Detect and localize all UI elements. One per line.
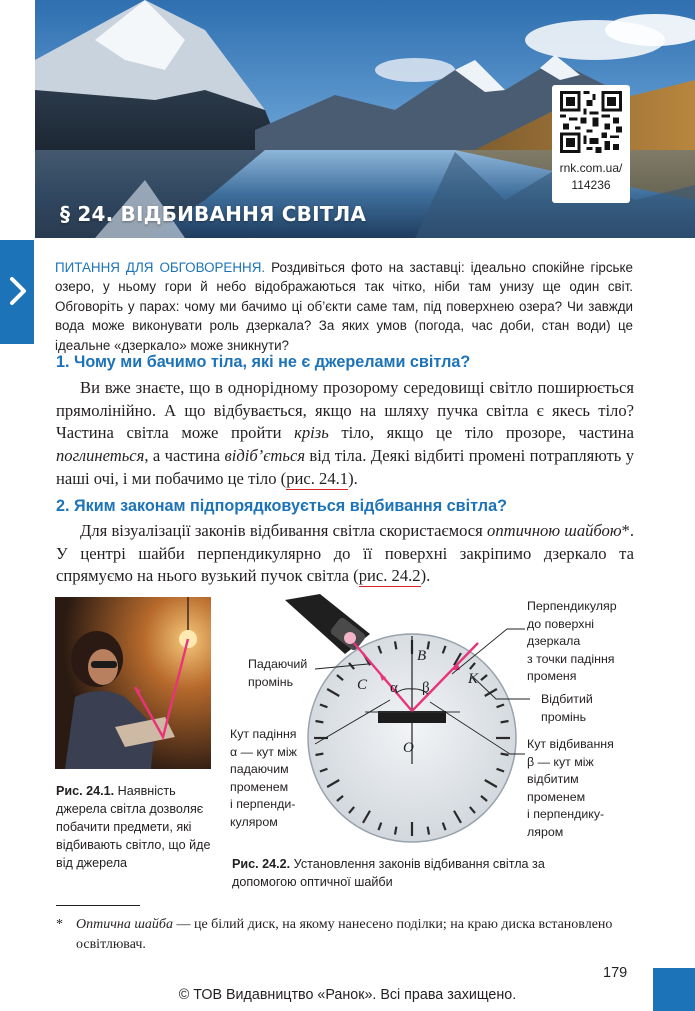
figure-24-2-caption	[232, 855, 612, 891]
side-tab	[0, 240, 34, 344]
emphasis: відіб’ється	[224, 446, 306, 466]
reflected-ray-label: Відбитий промінь	[541, 692, 593, 724]
figure-24-1-photo	[55, 597, 211, 769]
beta-label: β	[422, 680, 430, 696]
disc-tick	[315, 721, 323, 722]
disc-tick	[315, 754, 323, 755]
figure-ref-24-2[interactable]: рис. 24.2	[358, 566, 421, 586]
section-1-paragraph	[56, 377, 634, 491]
discussion-label: ПИТАННЯ ДЛЯ ОБГОВОРЕННЯ.	[55, 260, 266, 275]
point-b-label: B	[417, 648, 427, 664]
caption-lead: Рис. 24.1.	[56, 784, 115, 798]
text-run: ).	[420, 566, 431, 586]
section-2-paragraph	[56, 520, 634, 588]
mirror	[378, 711, 446, 723]
incidence-angle-label: Кут падіння α — кут між падаючим променем і перпенди- куляром	[230, 727, 297, 829]
qr-url[interactable]: rnk.com.ua/ 114236	[559, 161, 623, 192]
footnote-definition: — це білий диск, на якому нанесено поділки; на краю диска встановлено освітлювач.	[76, 917, 613, 952]
chevron-right-icon	[9, 276, 27, 306]
girl-reading-image	[55, 597, 211, 769]
qr-code-icon	[560, 91, 622, 153]
section-heading-2: 2. Яким законам підпорядковується відбивання світла?	[56, 497, 507, 515]
emphasis: оптичною шайбою	[487, 521, 622, 540]
text-run: ).	[348, 468, 358, 488]
disc-tick	[501, 721, 509, 722]
point-c-label: C	[357, 677, 368, 693]
figure-24-1-caption	[56, 782, 216, 872]
emphasis: крізь	[294, 423, 329, 443]
point-o-label: O	[403, 740, 414, 756]
text-run: від тіла. Деякі відбиті промені потрапляють у наші очі, і ми побачимо це тіло (	[56, 446, 634, 488]
footnote-marker: *	[56, 917, 63, 932]
text-run: *. У центрі шайби перпендикулярно до її поверхні закріпимо дзеркало та спрямуємо на нього вузький пучок світла (	[56, 521, 634, 586]
caption-lead: Рис. 24.2.	[232, 857, 291, 871]
text-run: Для візуалізації законів відбивання світла скористаємося	[80, 521, 488, 540]
emphasis: поглинеться	[56, 446, 145, 466]
incident-ray-label: Падаючий промінь	[248, 657, 308, 689]
copyright: © ТОВ Видавництво «Ранок». Всі права захищено.	[178, 987, 517, 1003]
footnote-divider	[56, 905, 140, 906]
footnote-text	[76, 915, 634, 955]
figure-ref-24-1[interactable]: рис. 24.1	[286, 468, 349, 488]
caption-text: Установлення законів відбивання світла за допомогою оптичної шайби	[232, 857, 545, 889]
reflection-angle-label: Кут відбивання β — кут між відбитим променем і перпендику- ляром	[527, 737, 614, 839]
qr-card[interactable]	[552, 85, 630, 203]
discussion-text: Роздивіться фото на заставці: ідеально спокійне гірське озеро, у ньому гори й небо відображаються так чітко, ніби там унизу ще один світ. Обговоріть у парах: чому ми бачимо ці об’єкти саме там, під поверхнею озера? Чи завжди вода може виконувати роль дзеркала? За яких умов (погода, час доби, стан води) це ідеальне «дзеркало» може зникнути?	[55, 260, 633, 353]
text-run: тіло, якщо це тіло прозоре, частина	[328, 423, 634, 443]
disc-tick	[428, 641, 429, 649]
point-k-label: K	[468, 671, 479, 687]
page-number: 179	[603, 965, 628, 981]
text-run: , а частина	[144, 446, 225, 466]
section-heading-1: 1. Чому ми бачимо тіла, які не є джерелами світла?	[56, 353, 471, 371]
disc-tick	[428, 827, 429, 835]
caption-text: Наявність джерела світла дозволяє побачити предмети, які відбивають світло, що йде від джерела	[56, 784, 211, 870]
section-title: § 24. ВІДБИВАННЯ СВІТЛА	[60, 202, 367, 226]
disc-tick	[501, 754, 509, 755]
alpha-label: α	[390, 680, 398, 696]
perpendicular-label: Перпендикуляр до поверхні дзеркала з точки падіння променя	[527, 599, 617, 683]
disc-tick	[395, 827, 396, 835]
discussion-paragraph	[55, 258, 633, 355]
footnote-term: Оптична шайба	[76, 917, 173, 932]
disc-tick	[395, 641, 396, 649]
text-run: Ви вже знаєте, що в однорідному прозорому середовищі світло поширюється прямолінійно. А що відбувається, якщо на шляху пучка світла є якесь тіло? Частина світла може пройти	[56, 378, 634, 443]
